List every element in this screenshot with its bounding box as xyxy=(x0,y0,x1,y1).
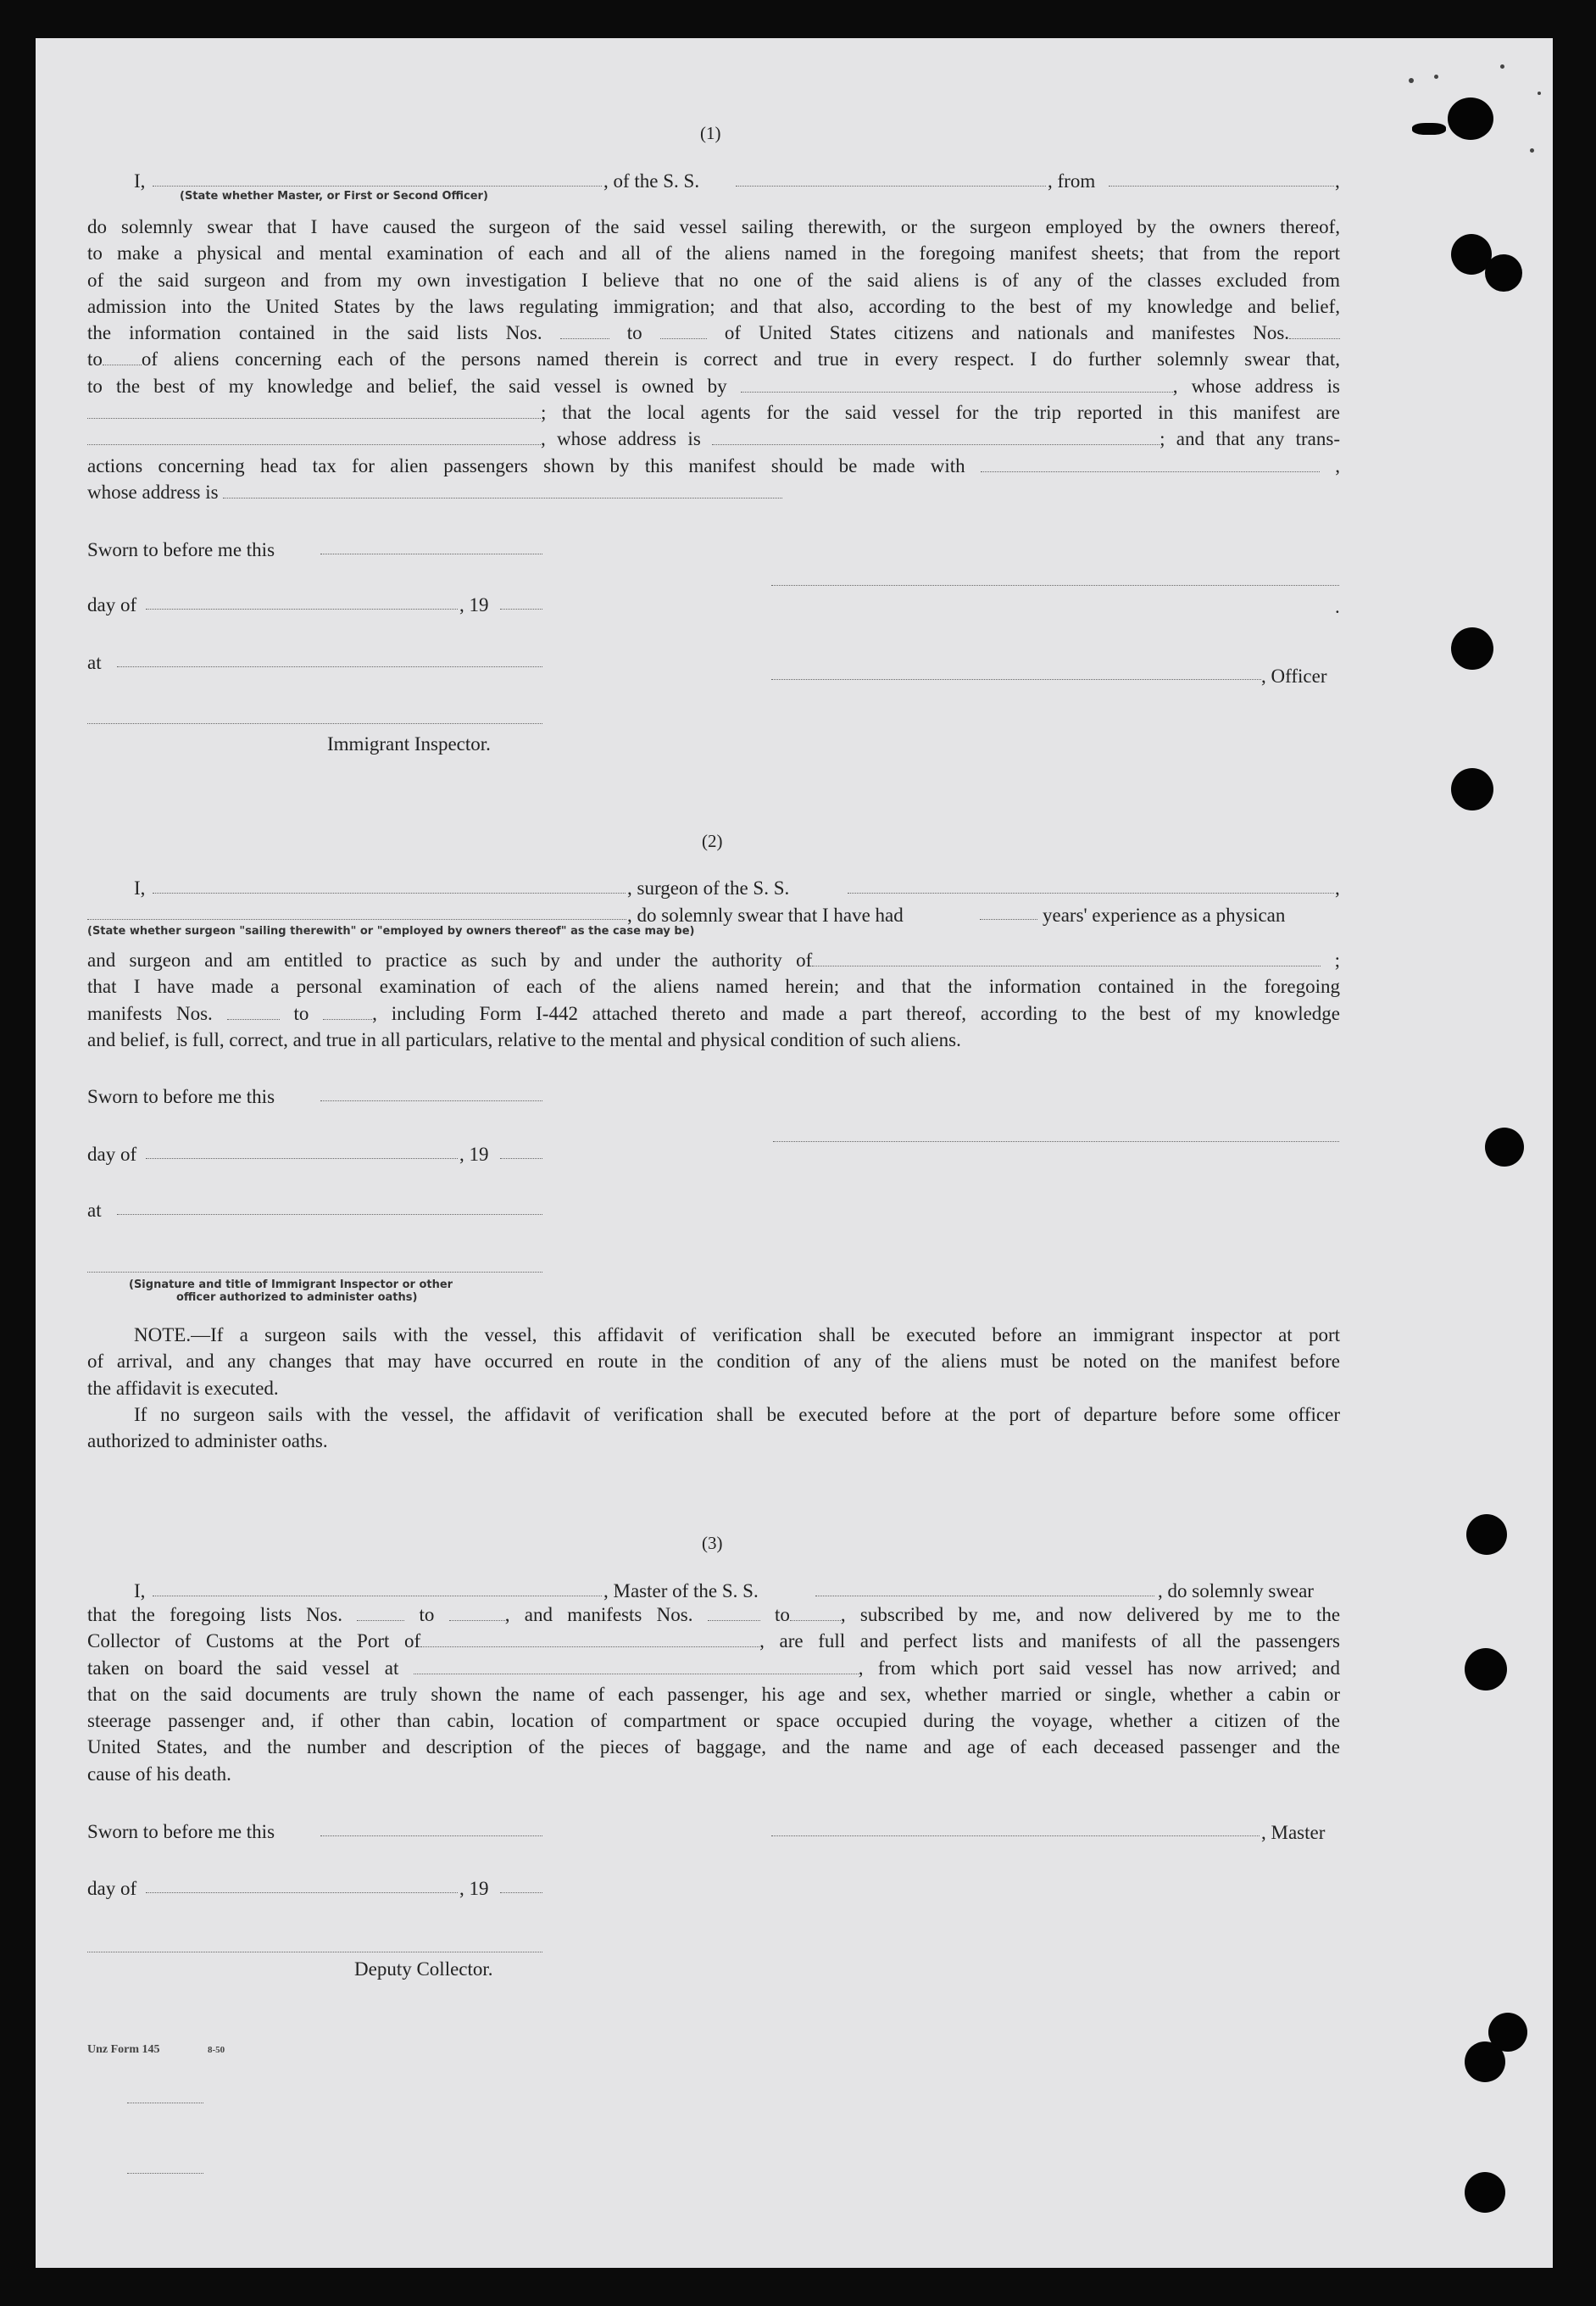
text-line: of arrival, and any changes that may have occurred en route in the condition of any of the aliens must be noted on the manifest before xyxy=(87,1351,1340,1373)
sworn-label: Sworn to before me this xyxy=(87,539,275,560)
text-line: authorized to administer oaths. xyxy=(87,1430,328,1452)
surgeon-of-label: , surgeon of the S. S. xyxy=(627,877,790,899)
boarding-port-field[interactable] xyxy=(414,1658,859,1674)
day-of-label: day of xyxy=(87,1878,137,1899)
text-line: ; that the local agents for the said vessel for the trip reported in this manifest are xyxy=(87,399,1340,426)
section2-affidavit xyxy=(87,947,1340,1053)
text-line: , whose address is ; and that any trans- xyxy=(87,426,1340,452)
text-line: Collector of Customs at the Port of , are full and perfect lists and manifests of all the passengers xyxy=(87,1630,1340,1652)
field-caption: (State whether Master, or First or Second Officer) xyxy=(180,190,488,203)
sworn-label: Sworn to before me this xyxy=(87,1821,275,1842)
from-label: , from xyxy=(1048,170,1096,192)
officer-label: , Officer xyxy=(1261,666,1327,687)
text-line: and belief, is full, correct, and true in all particulars, relative to the mental and physical condition of such aliens. xyxy=(87,1028,961,1050)
year-label: , 19 xyxy=(459,1878,489,1899)
text-line: and surgeon and am entitled to practice as such by and under the authority of ; xyxy=(87,950,1341,971)
list-no-field[interactable] xyxy=(449,1606,505,1621)
punch-hole xyxy=(1465,1648,1507,1691)
form-date: 8-50 xyxy=(208,2045,225,2055)
agents-address-field[interactable] xyxy=(712,430,1159,445)
year-field[interactable] xyxy=(500,609,542,610)
officer-rank-field[interactable] xyxy=(153,186,602,187)
day-of-label: day of xyxy=(87,1144,137,1165)
form-id: Unz Form 145 xyxy=(87,2043,160,2056)
sworn-label: Sworn to before me this xyxy=(87,1086,275,1107)
surgeon-status-field[interactable] xyxy=(87,919,626,920)
section1-affidavit xyxy=(87,214,1340,505)
comma: . xyxy=(1335,596,1340,617)
officer-signature-field[interactable] xyxy=(771,585,1339,586)
years-experience-text: , do solemnly swear that I have had xyxy=(627,905,904,926)
text-line: to the best of my knowledge and belief, the said vessel is owned by , whose address is xyxy=(87,375,1340,397)
speck xyxy=(1434,75,1438,79)
manifest-no-field[interactable] xyxy=(323,1004,372,1019)
punch-hole xyxy=(1465,2041,1505,2082)
ink-blot xyxy=(1448,97,1493,140)
i-label: I, xyxy=(134,877,146,899)
punch-hole xyxy=(1465,2172,1505,2213)
text-line: cause of his death. xyxy=(87,1763,231,1785)
section-number: (3) xyxy=(702,1533,723,1553)
port-field[interactable] xyxy=(420,1632,759,1647)
signature-caption: (Signature and title of Immigrant Inspector or other xyxy=(129,1278,453,1291)
officer-title-field[interactable] xyxy=(771,679,1261,680)
surgeon-name-field[interactable] xyxy=(153,893,626,894)
punch-hole xyxy=(1451,768,1493,810)
list-no-field[interactable] xyxy=(660,324,707,339)
note-paragraph xyxy=(87,1322,1340,1401)
punch-hole xyxy=(1485,254,1522,292)
note-paragraph xyxy=(87,1401,1340,1455)
vessel-name-field[interactable] xyxy=(848,893,1334,894)
comma: , xyxy=(1335,877,1340,899)
surgeon-signature-field[interactable] xyxy=(773,1141,1339,1142)
text-line: whose address is xyxy=(87,479,1340,505)
manifest-no-field[interactable] xyxy=(708,1606,760,1621)
day-field[interactable] xyxy=(146,1158,458,1159)
field-caption: (State whether surgeon "sailing therewith" or "employed by owners thereof" as the case may be) xyxy=(87,925,695,938)
text-line: that the foregoing lists Nos. to , and manifests Nos. to , subscribed by me, and now delivered by me to the xyxy=(87,1604,1341,1625)
punch-hole xyxy=(1451,627,1493,670)
year-label: , 19 xyxy=(459,1144,489,1165)
speck xyxy=(1409,78,1414,83)
blank-line xyxy=(127,2173,203,2174)
speck xyxy=(1530,148,1534,153)
physician-text: years' experience as a physican xyxy=(1043,905,1286,926)
swear-label: , do solemnly swear xyxy=(1158,1580,1314,1601)
year-field[interactable] xyxy=(500,1158,542,1159)
punch-hole xyxy=(1485,1128,1524,1167)
sworn-date-field[interactable] xyxy=(320,1100,542,1101)
text-line: to make a physical and mental examination of each and all of the aliens named in the foregoing manifest sheets; that from the report xyxy=(87,242,1340,265)
of-ss-label: , of the S. S. xyxy=(603,170,700,192)
comma: , xyxy=(1335,170,1340,192)
years-field[interactable] xyxy=(980,919,1037,920)
text-line: NOTE.—If a surgeon sails with the vessel, this affidavit of verification shall be executed before an immigrant inspector at port xyxy=(134,1324,1340,1345)
ink-blot xyxy=(1412,123,1446,135)
text-line: manifests Nos. to , including Form I-442 attached thereto and made a part thereof, according to the best of my knowledge xyxy=(87,1002,1341,1024)
head-tax-contact-field[interactable] xyxy=(981,456,1320,471)
deputy-label: Deputy Collector. xyxy=(354,1958,493,1980)
at-place-field[interactable] xyxy=(117,1214,542,1215)
section-number: (2) xyxy=(702,831,723,851)
section3-affidavit xyxy=(87,1601,1340,1787)
text-line: the affidavit is executed. xyxy=(87,1377,279,1399)
from-port-field[interactable] xyxy=(1109,186,1334,187)
master-signature-field[interactable] xyxy=(771,1835,1260,1836)
inspector-label: Immigrant Inspector. xyxy=(327,733,491,755)
manifest-no-field[interactable] xyxy=(1289,324,1340,339)
i-label: I, xyxy=(134,1580,146,1601)
text-line: taken on board the said vessel at , from which port said vessel has now arrived; and xyxy=(87,1657,1340,1679)
manifest-no-field[interactable] xyxy=(790,1606,841,1621)
agents-field[interactable] xyxy=(87,430,541,445)
text-line: that I have made a personal examination of each of the aliens named herein; and that the information contained in the foregoing xyxy=(87,976,1340,998)
text-line: steerage passenger and, if other than cabin, location of compartment or space occupied during the voyage, whether a citizen of the xyxy=(87,1710,1340,1732)
year-label: , 19 xyxy=(459,594,489,615)
list-no-field[interactable] xyxy=(560,324,609,339)
text-line: admission into the United States by the laws regulating immigration; and that also, according to the best of my knowledge and belief, xyxy=(87,295,1340,317)
punch-hole xyxy=(1466,1514,1507,1555)
authority-field[interactable] xyxy=(812,951,1321,966)
text-line: If no surgeon sails with the vessel, the affidavit of verification shall be executed before at the port of departure before some officer xyxy=(134,1404,1340,1425)
administering-officer-field[interactable] xyxy=(87,1272,542,1273)
section-number: (1) xyxy=(700,123,721,143)
text-line: of the said surgeon and from my own investigation I believe that no one of the said aliens is of any of the classes excluded from xyxy=(87,269,1340,291)
speck xyxy=(1538,92,1541,95)
owner-address-field[interactable] xyxy=(87,404,541,419)
day-field[interactable] xyxy=(146,1892,458,1893)
text-line: that on the said documents are truly shown the name of each passenger, his age and sex, whether married or single, whether a cabin or xyxy=(87,1683,1340,1705)
master-label: , Master xyxy=(1261,1822,1326,1843)
signature-caption: officer authorized to administer oaths) xyxy=(176,1291,418,1304)
master-of-label: , Master of the S. S. xyxy=(603,1580,759,1601)
text-line: to of aliens concerning each of the persons named therein is correct and true in every respect. I do further solemnly swear that, xyxy=(87,348,1340,370)
at-label: at xyxy=(87,1200,102,1221)
head-tax-address-field[interactable] xyxy=(223,483,782,499)
at-label: at xyxy=(87,652,102,673)
inspector-signature-field[interactable] xyxy=(87,723,542,724)
year-field[interactable] xyxy=(500,1892,542,1893)
day-field[interactable] xyxy=(146,609,458,610)
text-line: actions concerning head tax for alien passengers shown by this manifest should be made with , xyxy=(87,454,1341,476)
sworn-date-field[interactable] xyxy=(320,1835,542,1836)
manifest-no-field[interactable] xyxy=(103,350,142,365)
i-label: I, xyxy=(134,170,146,192)
manifest-no-field[interactable] xyxy=(227,1004,280,1019)
speck xyxy=(1500,64,1504,69)
owner-field[interactable] xyxy=(741,377,1173,393)
text-line: United States, and the number and description of the pieces of baggage, and the name and age of each deceased passenger and the xyxy=(87,1736,1340,1758)
text-line: the information contained in the said lists Nos. to of United States citizens and nationals and manifestes Nos. xyxy=(87,320,1340,346)
day-of-label: day of xyxy=(87,594,137,615)
list-no-field[interactable] xyxy=(357,1606,404,1621)
text-line: do solemnly swear that I have caused the surgeon of the said vessel sailing therewith, or the surgeon employed by the owners thereof, xyxy=(87,216,1340,237)
at-place-field[interactable] xyxy=(117,666,542,667)
vessel-name-field[interactable] xyxy=(736,186,1046,187)
